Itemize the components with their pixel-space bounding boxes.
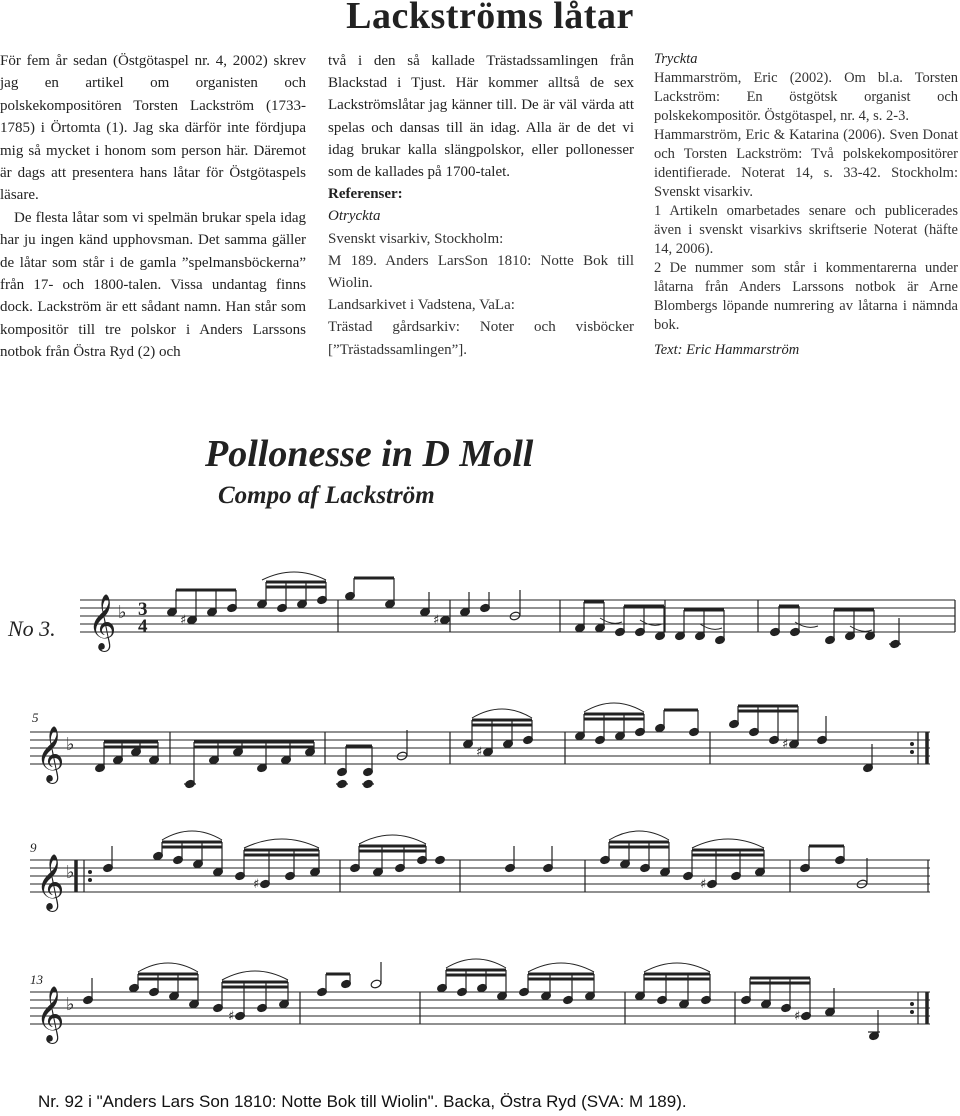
svg-text:♭: ♭ — [66, 734, 75, 755]
svg-text:♯: ♯ — [433, 613, 440, 628]
slurs — [138, 572, 872, 980]
svg-text:♭: ♭ — [66, 994, 75, 1015]
sharp-accidental-icon — [180, 613, 800, 1024]
measure-number: 5 — [32, 710, 39, 725]
svg-text:♯: ♯ — [700, 877, 707, 892]
article-column-1 — [0, 50, 306, 364]
svg-text:♯: ♯ — [476, 745, 483, 760]
staff-lines — [30, 600, 955, 1024]
footnote: 1 Artikeln omarbetades senare och publicerades även i svenskt visarkivs skriftserie Noterat (häfte 14, 2006). — [654, 203, 958, 257]
piece-subtitle: Compo af Lackström — [218, 482, 435, 509]
svg-text:♯: ♯ — [253, 877, 260, 892]
svg-text:𝄞: 𝄞 — [88, 594, 117, 650]
treble-clef-icon — [36, 594, 116, 1044]
svg-text:♭: ♭ — [66, 862, 75, 883]
piece-title: Pollonesse in D Moll — [205, 433, 534, 475]
footnote: 2 De nummer som står i kommentarerna under låtarna från Anders Larssons notbok är Arne Blombergs löpande numrering av låtarna i nämnda bok. — [654, 260, 958, 333]
reference-item: Svenskt visarkiv, Stockholm: — [328, 230, 504, 247]
svg-text:♭: ♭ — [118, 602, 127, 623]
svg-text:𝄞: 𝄞 — [36, 986, 65, 1042]
svg-text:♯: ♯ — [794, 1009, 801, 1024]
notes — [83, 578, 901, 1041]
paragraph: två i den så kallade Trästadssamlingen från Blackstad i Tjust. Här kommer alltså de sex Lackströmslåtar jag känner till. De är väl värda att spelas och dansas till än idag. Alla är de det vi idag brukar kalla slängpolskor, eller pollonesser som de kallades på 1700-talet. — [328, 53, 634, 181]
reference-item: Trästad gårdsarkiv: Noter och visböcker [”Trästadssamlingen”]. — [328, 319, 634, 358]
printed-heading: Tryckta — [654, 51, 698, 67]
paragraph: För fem år sedan (Östgötaspel nr. 4, 2002) skrev jag en artikel om organisten och polskekompositören Torsten Lackström (1733-1785) i Örtomta (1). Jag ska därför inte fördjupa mig så mycket i honom som person här. Däremot är dags att presentera hans låtar för Östgötaspels läsare. — [0, 53, 306, 204]
page-title: Lackströms låtar — [346, 0, 634, 37]
svg-text:𝄞: 𝄞 — [36, 726, 65, 782]
reference-item: Landsarkivet i Vadstena, VaLa: — [328, 297, 515, 314]
article-column-2 — [328, 50, 634, 361]
sheet-music — [0, 560, 960, 1085]
svg-text:3: 3 — [138, 599, 148, 620]
time-signature — [138, 599, 148, 637]
unprinted-heading: Otryckta — [328, 208, 381, 225]
barlines — [76, 600, 955, 1024]
paragraph: De flesta låtar som vi spelmän brukar spela idag har ju ingen känd upphovsman. Det samma gäller de låtar som står i de gamla ”spelmansböckerna” från 17- och 1800-talen. Vissa undantag finns dock. Lackström är ett sådant namn. Han står som kompositör till tre polskor i Anders Larssons notbok från Östra Ryd (2) och — [0, 209, 306, 361]
svg-text:♯: ♯ — [180, 613, 187, 628]
flat-key-signature-icon — [66, 602, 127, 1015]
svg-text:4: 4 — [138, 616, 148, 637]
measure-number: 9 — [30, 840, 37, 855]
author-credit: Text: Eric Hammarström — [654, 342, 800, 358]
reference-item: M 189. Anders LarsSon 1810: Notte Bok till Wiolin. — [328, 252, 634, 292]
reference-item: Hammarström, Eric (2002). Om bl.a. Torsten Lackström: En östgötsk organist och polskekompositör. Östgötaspel, nr. 4, s. 2-3. — [654, 70, 958, 124]
svg-text:♯: ♯ — [782, 737, 789, 752]
svg-text:♯: ♯ — [228, 1009, 235, 1024]
reference-item: Hammarström, Eric & Katarina (2006). Sven Donat och Torsten Lackström: Två polskekompositörer identifierade. Noterat 14, s. 33-42. Stockholm: Svenskt visarkiv. — [654, 127, 958, 200]
article-column-3 — [654, 50, 958, 360]
piece-number: No 3. — [8, 616, 56, 641]
svg-text:𝄞: 𝄞 — [36, 854, 65, 910]
source-caption: Nr. 92 i "Anders Lars Son 1810: Notte Bok till Wiolin". Backa, Östra Ryd (SVA: M 189). — [38, 1092, 687, 1111]
references-heading: Referenser: — [328, 186, 403, 203]
measure-number: 13 — [30, 972, 43, 987]
